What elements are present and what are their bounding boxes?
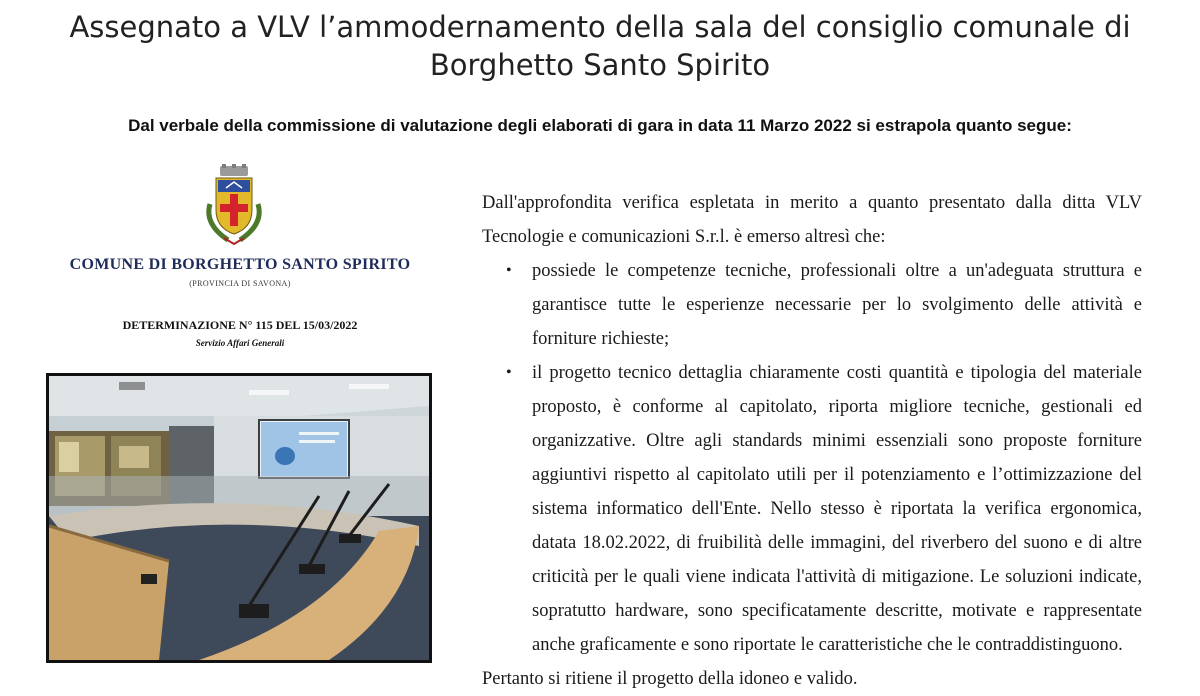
excerpt-list [482,254,1142,662]
bullet-icon: • [506,262,512,279]
list-item-text: il progetto tecnico dettaglia chiaramente costi quantità e tipologia del materiale proposto, è conforme al capitolato, riporta migliore tecniche, gestionali ed organizzative. Oltre agli standards minimi essenziali sono proposte forniture aggiuntivi rispetto al capitolato utili per il potenziamento e l’ottimizzazione del sistema informatico dell'Ente. Nello stesso è riportata la verifica ergonomica, datata 18.02.2022, di fruibilità delle immagini, del riverbero del suono e di altre criticità per le quali viene indicata l'attività di mitigazione. Le soluzioni indicate, sopratutto hardware, sono specificatamente descritte, motivate e rappresentate anche graficamente e sono riportate le caratteristiche che le contraddistinguono. [532,363,1142,655]
bullet-icon: • [506,364,512,381]
verbale-excerpt [482,186,1142,696]
council-room-photo [46,373,432,663]
service-name: Servizio Affari Generali [195,338,285,348]
list-item-text: possiede le competenze tecniche, professionali oltre a un'adeguata struttura e garantisce tutte le esperienze necessarie per lo svolgimento delle attività e forniture richieste; [532,261,1142,349]
determination-number: DETERMINAZIONE N° 115 DEL 15/03/2022 [122,318,358,332]
slide-title: Assegnato a VLV l’ammodernamento della sala del consiglio comunale di Borghetto Santo Spirito [69,10,1131,82]
list-item [482,254,1142,356]
list-item [482,356,1142,662]
municipal-crest-icon [198,164,270,246]
slide-subtitle: Dal verbale della commissione di valutazione degli elaborati di gara in data 11 Marzo 2022 si estrapola quanto segue: [128,116,1072,135]
municipality-name: COMUNE DI BORGHETTO SANTO SPIRITO [69,256,411,273]
excerpt-conclusion: Pertanto si ritiene il progetto della idoneo e valido. [482,669,858,689]
excerpt-intro: Dall'approfondita verifica espletata in merito a quanto presentato dalla ditta VLV Tecnologie e comunicazioni S.r.l. è emerso altresì che: [482,193,1142,247]
province-name: (PROVINCIA DI SAVONA) [189,279,291,288]
